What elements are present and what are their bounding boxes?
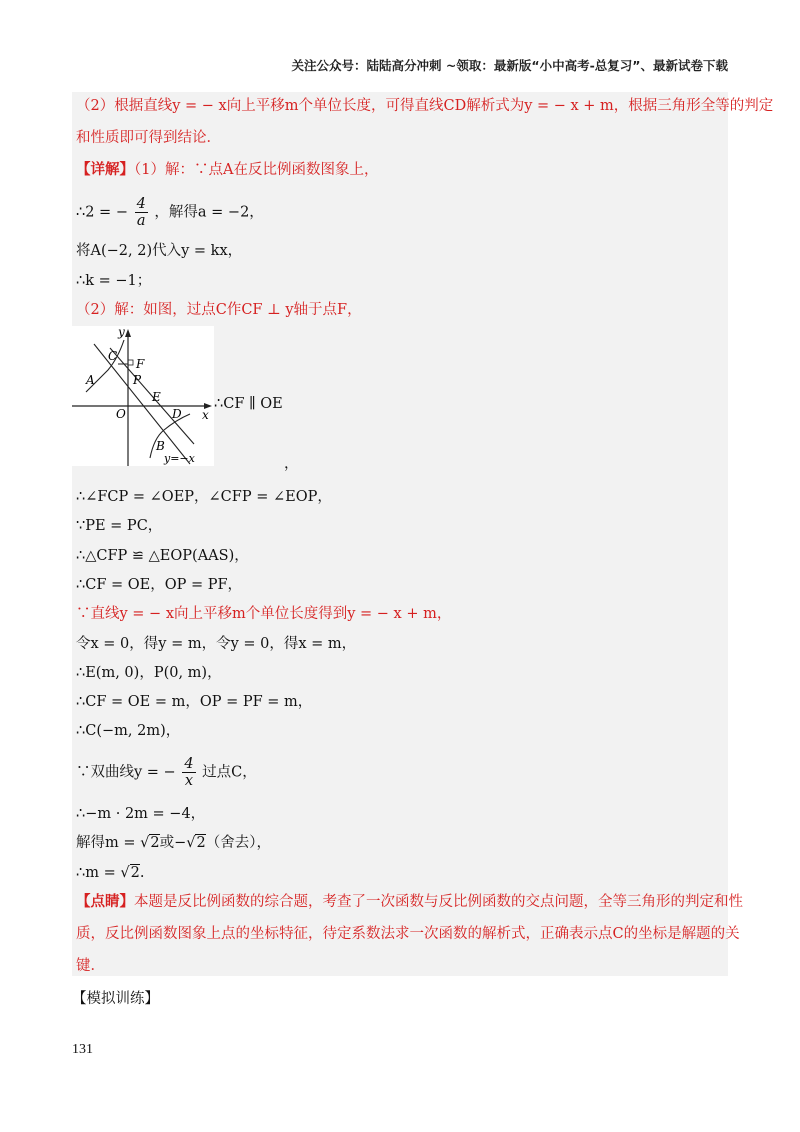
label-f: F — [136, 357, 145, 371]
cf-oe-line: ∴CF = OE，OP = PF， — [76, 577, 243, 593]
figure-comma: ， — [284, 456, 299, 472]
congruent-line: ∴△CFP ≌ △EOP(AAS)， — [76, 548, 249, 564]
hyp-post: 过点C， — [202, 764, 257, 781]
analysis-line-1: （2）根据直线y = − x向上平移m个单位长度，可得直线CD解析式为y = − x + m，根据三角形全等的判定 — [76, 98, 774, 114]
page-number: 131 — [72, 1042, 93, 1057]
label-y: y — [118, 326, 125, 339]
comment-line-3: 键． — [76, 958, 105, 974]
label-e: E — [152, 390, 161, 404]
detail-tag: 【详解】 — [76, 162, 134, 178]
y-axis-arrow-icon — [125, 329, 131, 337]
solve-mid: 或−√ — [159, 835, 196, 851]
final-sqrt: 2 — [130, 865, 140, 881]
pe-pc-line: ∵PE = PC， — [76, 518, 163, 534]
label-x: x — [202, 408, 209, 422]
comment-line-2: 质，反比例函数图象上点的坐标特征，待定系数法求一次函数的解析式，正确表示点C的坐标是解题的关 — [76, 926, 740, 942]
substitute-line: 将A(−2, 2)代入y = kx， — [76, 243, 243, 259]
comment-tag: 【点睛】 — [76, 894, 134, 910]
translate-line: ∵直线y = − x向上平移m个单位长度得到y = − x + m， — [76, 606, 452, 622]
ep-coords-line: ∴E(m, 0)，P(0, m)， — [76, 665, 222, 681]
label-line-eq: y=−x — [164, 452, 195, 465]
sqrt-b: 2 — [196, 835, 206, 851]
label-o: O — [116, 407, 126, 421]
solve-post: （舍去）， — [205, 835, 271, 851]
product-line: ∴−m · 2m = −4， — [76, 806, 206, 822]
fraction-4-over-x: $\frac{4}{x}$ — [184, 756, 194, 789]
parallel-line: ∴CF ∥ OE — [214, 396, 283, 412]
label-b: B — [156, 439, 165, 453]
hyperbola-line — [76, 756, 257, 789]
angle-equal-line: ∴∠FCP = ∠OEP，∠CFP = ∠EOP， — [76, 489, 332, 505]
k-value-line: ∴k = −1； — [76, 273, 152, 289]
label-p: P — [133, 373, 142, 387]
solve-m-line — [76, 833, 271, 853]
lengths-line: ∴CF = OE = m，OP = PF = m， — [76, 694, 313, 710]
right-angle-mark — [128, 360, 133, 365]
training-heading: 【模拟训练】 — [72, 991, 159, 1007]
sqrt-a: 2 — [150, 835, 160, 851]
label-d: D — [172, 407, 182, 421]
equation-line-a — [76, 196, 264, 229]
final-pre: ∴m = √ — [76, 865, 130, 881]
fraction-4-over-a: $\frac{4}{a}$ — [136, 196, 146, 229]
eq-a-post: ，解得a = −2， — [154, 204, 264, 221]
label-a: A — [86, 373, 95, 387]
eq-a-pre: ∴2 = − — [76, 204, 128, 221]
hyp-pre: ∵双曲线y = − — [76, 764, 176, 781]
analysis-line-2: 和性质即可得到结论． — [76, 130, 221, 146]
c-coords-line: ∴C(−m, 2m)， — [76, 723, 181, 739]
detail-line-1 — [76, 160, 378, 180]
geometry-figure — [72, 326, 214, 466]
figure-svg — [72, 326, 214, 466]
page-header: 关注公众号：陆陆高分冲刺 ~领取：最新版“小中高考-总复习”、最新试卷下载 — [291, 58, 728, 73]
detail-intro: （1）解：∵点A在反比例函数图象上， — [134, 162, 379, 178]
comment-text: 本题是反比例函数的综合题，考查了一次函数与反比例函数的交点问题，全等三角形的判定和性 — [134, 894, 743, 910]
solve-pre: 解得m = √ — [76, 835, 150, 851]
final-post: . — [139, 865, 145, 881]
intercept-line: 令x = 0，得y = m，令y = 0，得x = m， — [76, 636, 357, 652]
final-m-line — [76, 863, 144, 883]
comment-line-1 — [76, 892, 743, 912]
part2-intro-line: （2）解：如图，过点C作CF ⊥ y轴于点F， — [76, 302, 362, 318]
label-c: C — [108, 349, 118, 363]
